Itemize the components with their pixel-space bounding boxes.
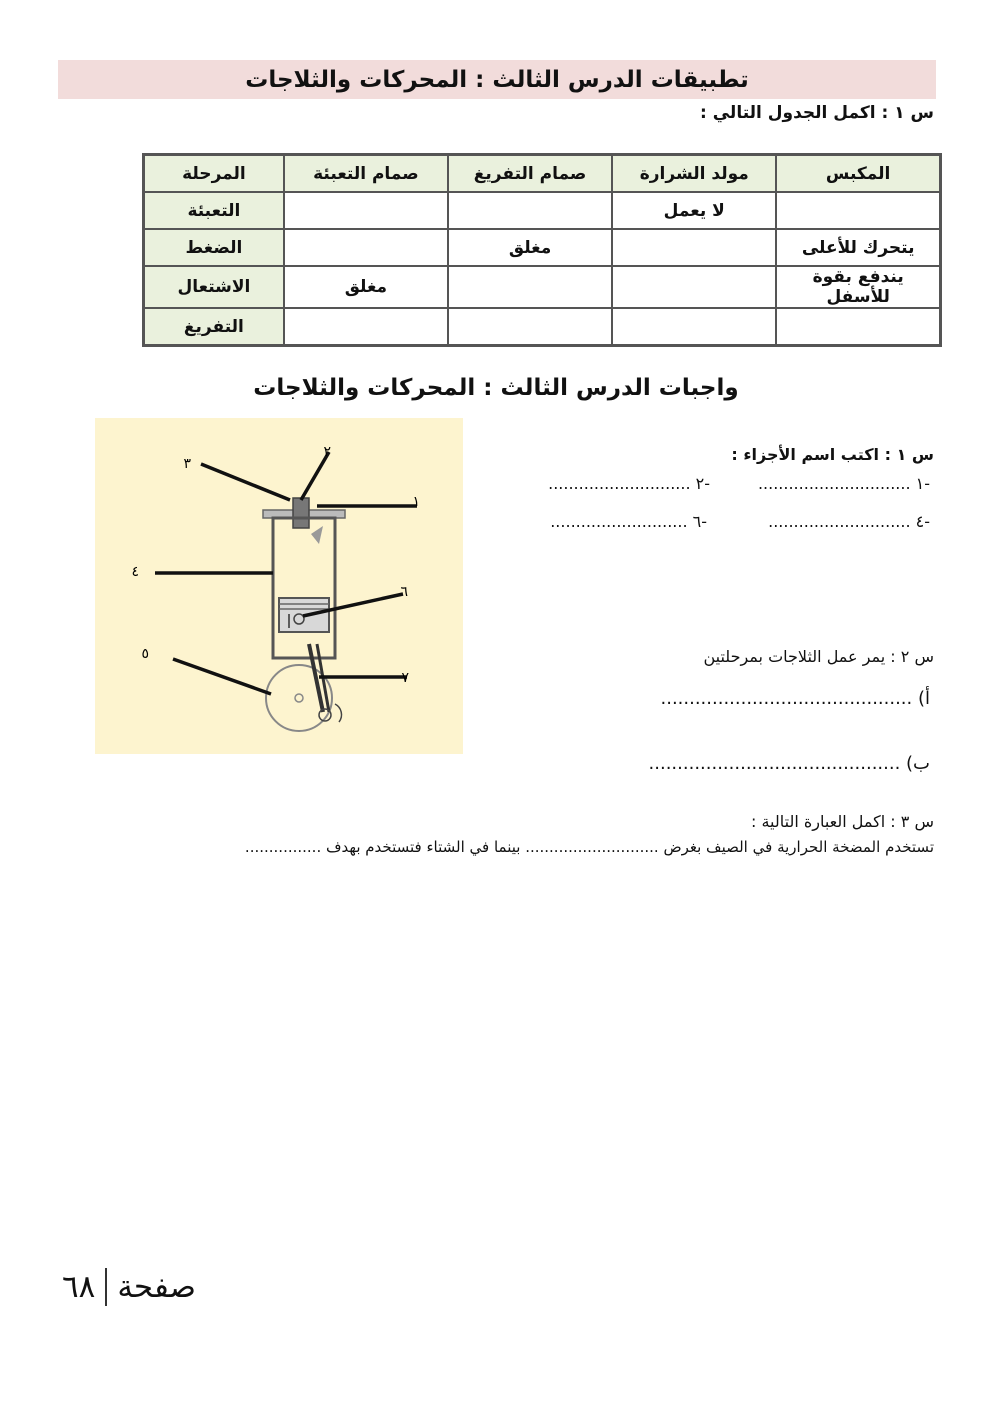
table-row — [144, 229, 941, 266]
stage-cell: الضغط — [144, 229, 284, 266]
hw-q2-label: س ٢ : يمر عمل الثلاجات بمرحلتين — [703, 647, 934, 666]
table-row — [144, 308, 941, 346]
table-cell[interactable]: مغلق — [448, 229, 612, 266]
table-cell[interactable] — [448, 308, 612, 346]
hw-q3-label: س ٣ : اكمل العبارة التالية : — [750, 812, 934, 831]
hw-q1-line-1[interactable]: -١ .............................. — [757, 474, 930, 493]
figure-label-3: ٣ — [183, 456, 191, 472]
table-cell[interactable]: يندفع بقوة للأسفل — [776, 266, 940, 308]
engine-diagram-svg — [95, 418, 463, 754]
table-cell[interactable] — [448, 192, 612, 229]
hw-q2-answer-b[interactable]: ب) ............................................ — [648, 753, 930, 774]
header-piston: المكبس — [776, 155, 940, 193]
spark-plug-shape — [293, 498, 309, 528]
table-cell[interactable] — [612, 266, 776, 308]
hw-q1-line-2[interactable]: -٢ ............................ — [548, 474, 710, 493]
table-row — [144, 266, 941, 308]
table-question-label: س ١ : اكمل الجدول التالي : — [700, 103, 934, 123]
homework-title: واجبات الدرس الثالث : المحركات والثلاجات — [253, 375, 739, 401]
table-cell[interactable] — [776, 308, 940, 346]
table-cell[interactable]: يتحرك للأعلى — [776, 229, 940, 266]
figure-label-2: ٢ — [323, 444, 331, 460]
table-row — [144, 192, 941, 229]
hw-q2-answer-a[interactable]: أ) ............................................ — [660, 688, 930, 709]
figure-label-4: ٤ — [131, 564, 139, 580]
header-spark: مولد الشرارة — [612, 155, 776, 193]
table-cell[interactable] — [612, 308, 776, 346]
engine-stages-table — [142, 153, 942, 347]
table-cell[interactable]: مغلق — [284, 266, 448, 308]
page-footer — [62, 1268, 196, 1306]
hw-q3-sentence[interactable]: تستخدم المضخة الحرارية في الصيف بغرض ............................ بينما في الشتاء فتستخدم بهدف ................ — [244, 838, 934, 856]
figure-label-7: ٧ — [401, 670, 409, 686]
hw-q1-line-4[interactable]: -٤ ............................ — [768, 512, 930, 531]
engine-diagram — [95, 418, 463, 754]
figure-label-5: ٥ — [141, 646, 149, 662]
hw-q1-line-6[interactable]: -٦ ........................... — [550, 512, 707, 531]
stage-cell: الاشتعال — [144, 266, 284, 308]
table-cell[interactable]: لا يعمل — [612, 192, 776, 229]
hw-q1-label: س ١ : اكتب اسم الأجزاء : — [731, 445, 934, 464]
table-cell[interactable] — [776, 192, 940, 229]
page-number: ٦٨ — [62, 1269, 96, 1305]
footer-divider — [105, 1268, 107, 1306]
valve-shape — [311, 526, 323, 544]
header-exhaust-valve: صمام التفريغ — [448, 155, 612, 193]
table-cell[interactable] — [284, 308, 448, 346]
figure-label-1: ١ — [412, 494, 420, 510]
table-cell[interactable] — [284, 229, 448, 266]
stage-cell: التعبئة — [144, 192, 284, 229]
table-cell[interactable] — [612, 229, 776, 266]
page-title-band — [58, 60, 936, 99]
table-header-row — [144, 155, 941, 193]
figure-label-6: ٦ — [400, 584, 408, 600]
page-title: تطبيقات الدرس الثالث : المحركات والثلاجات — [245, 66, 749, 93]
header-intake-valve: صمام التعبئة — [284, 155, 448, 193]
table-cell[interactable] — [448, 266, 612, 308]
cylinder-wall — [273, 518, 335, 658]
header-stage: المرحلة — [144, 155, 284, 193]
table-cell[interactable] — [284, 192, 448, 229]
stage-cell: التفريغ — [144, 308, 284, 346]
page-word: صفحة — [117, 1269, 196, 1305]
